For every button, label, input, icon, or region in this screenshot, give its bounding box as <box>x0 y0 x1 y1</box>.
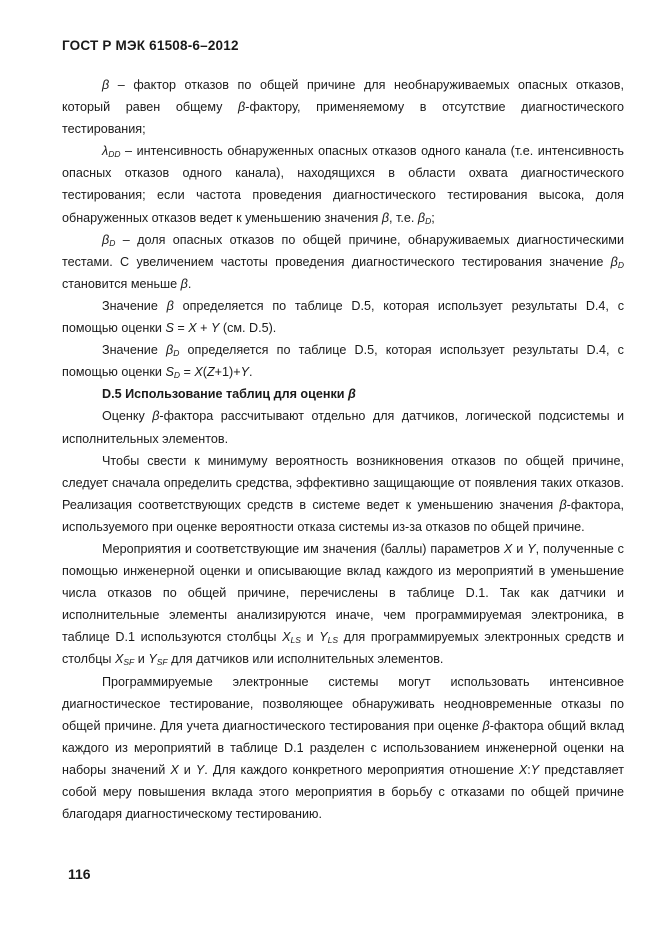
paragraph-programmable-systems: Программируемые электронные системы могут использовать интенсивное диагностическое тестирование, позволяющее обнаруживать неодновременные отказы по общей причине. Для учета диагностического тестирования при оценке β-фактора общий вклад каждого из мероприятий в таблице D.1 разделен с использованием инженерной оценки на наборы значений X и Y. Для каждого конкретного мероприятия отношение X:Y представляет собой меру повышения вклада этого мероприятия в борьбу с отказами по общей причине благодаря диагностическому тестированию. <box>62 674 624 822</box>
paragraph-beta-definition: β – фактор отказов по общей причине для необнаруживаемых опасных отказов, который равен общему β-фактору, применяемому в отсутствие диагностического тестирования; <box>62 78 624 137</box>
page-number: 116 <box>68 866 91 882</box>
paragraph-measures-xy: Мероприятия и соответствующие им значения (баллы) параметров X и Y, полученные с помощью инженерной оценки и описывающие вклад каждого из мероприятий в уменьшение числа отказов по общей причине, перечислены в таблице D.1. Так как датчики и исполнительные элементы анализируются иначе, чем программируемая электроника, в таблице D.1 используются столбцы $X_{LS}$ и $Y_{LS}$ для программируемых электронных средств и столбцы $X_{SF}$ и $Y_{SF}$ для датчиков или исполнительных элементов. <box>62 541 624 668</box>
paragraph-beta-estimation: Оценку β-фактора рассчитывают отдельно для датчиков, логической подсистемы и исполнительных элементов. <box>62 409 624 446</box>
section-heading: D.5 Использование таблиц для оценки β <box>102 387 356 402</box>
symbol-beta: β <box>102 78 110 92</box>
paragraph-minimize-ccf: Чтобы свести к минимуму вероятность возникновения отказов по общей причине, следует сначала определить средства, эффективно защищающие от появления таких отказов. Реализация соответствующих средств в системе ведет к уменьшению значения β-фактора, используемого при оценке вероятности отказа системы из-за отказов по общей причине. <box>62 453 624 534</box>
paragraph-lambda-dd-definition: $\lambda_{DD}$ – интенсивность обнаруженных опасных отказов одного канала (т.е. интенсивность опасных отказов одного канала), находящихся в области охвата диагностического тестирования; если частота проведения диагностического тестирования высока, доля обнаруженных отказов ведет к уменьшению значения β, т.е. $\beta_D$; <box>62 144 624 226</box>
paragraph-beta-d-definition: $\beta_D$ – доля опасных отказов по общей причине, обнаруживаемых диагностическими тестами. С увеличением частоты проведения диагностического тестирования значение $\beta_D$ становится меньше β. <box>62 232 624 291</box>
symbol-lambda: λ <box>102 144 109 159</box>
page-body <box>62 74 624 825</box>
paragraph-beta-d-value: Значение $\beta_D$ определяется по таблице D.5, которая использует результаты D.4, с помощью оценки $S_D = X(Z+1)+Y$. <box>62 343 624 381</box>
paragraph-beta-value: Значение β определяется по таблице D.5, которая использует результаты D.4, с помощью оценки S = X + Y (см. D.5). <box>62 298 624 336</box>
document-header: ГОСТ Р МЭК 61508-6–2012 <box>62 38 239 53</box>
